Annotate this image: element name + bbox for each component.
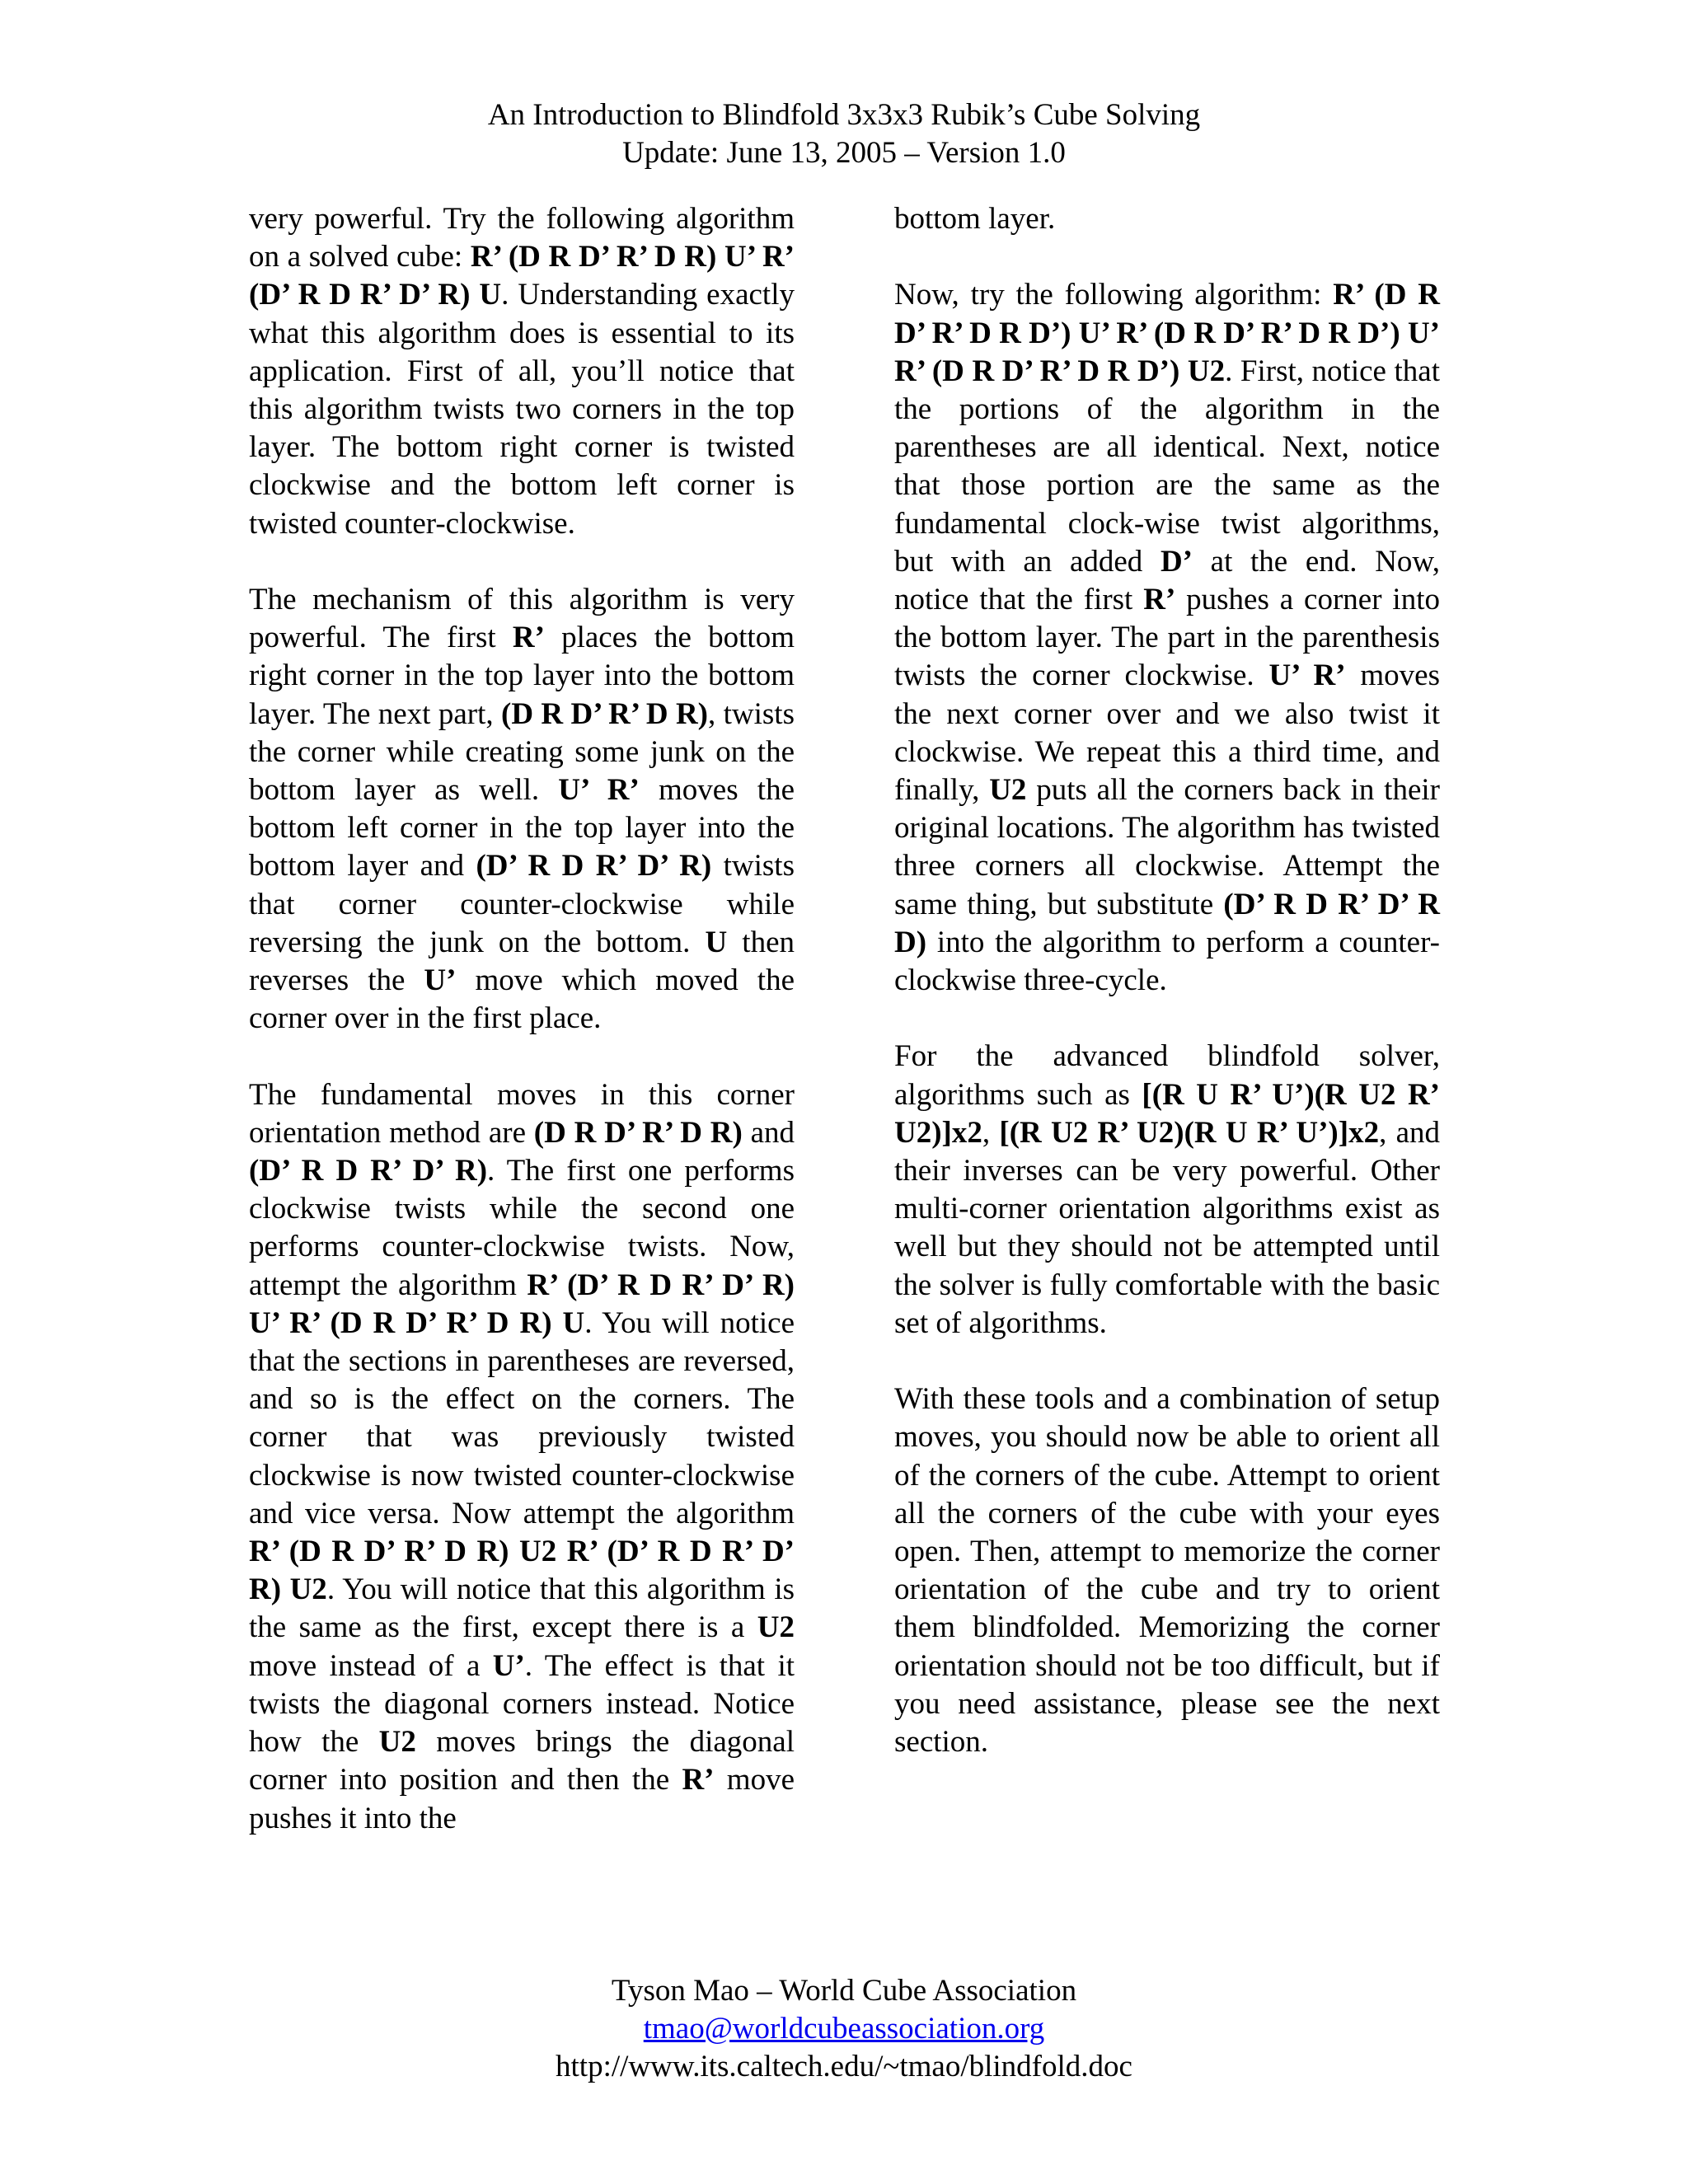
algorithm-notation: U2 bbox=[989, 773, 1027, 808]
algorithm-notation: U’ R’ bbox=[558, 773, 640, 808]
algorithm-notation: U2 bbox=[757, 1610, 795, 1645]
text-run: puts all the corners back in their original locations. The algorithm has twisted three corners all clockwise. Attempt the same thing, but substitute bbox=[894, 773, 1440, 921]
algorithm-notation: U’ bbox=[424, 963, 457, 998]
algorithm-notation: [(R U2 R’ U2)(R U R’ U’)]x2 bbox=[999, 1115, 1380, 1150]
algorithm-notation: D’ bbox=[1160, 544, 1193, 579]
body-paragraph bbox=[894, 1380, 1440, 1761]
text-run: very powerful. Try the following algorithm on a solved cube: bbox=[249, 202, 795, 274]
text-run: moves brings the diagonal corner into position and then the bbox=[249, 1725, 795, 1797]
text-run: then reverses the bbox=[249, 925, 795, 998]
left-column bbox=[249, 200, 795, 1838]
text-run: , and their inverses can be very powerful. Other multi-corner orientation algorithms exist as well but they should not be attempted until the solver is fully comfortable with the basic set of algorithms. bbox=[894, 1115, 1441, 1340]
body-paragraph bbox=[249, 1076, 795, 1838]
text-run: places the bottom right corner in the top layer into the bottom layer. The next part, bbox=[249, 621, 795, 731]
body-paragraph bbox=[249, 581, 795, 1038]
text-run: . You will notice that this algorithm is the same as the first, except there is a bbox=[249, 1572, 795, 1645]
footer-url: http://www.its.caltech.edu/~tmao/blindfold.doc bbox=[556, 2050, 1132, 2083]
algorithm-notation: R’ (D R D’ R’ D R D’) U’ R’ (D R D’ R’ D R D’) U’ R’ (D R D’ R’ D R D’) U2 bbox=[894, 278, 1440, 388]
algorithm-notation: (D’ R D R’ D’ R D) bbox=[894, 887, 1440, 959]
text-run: pushes a corner into the bottom layer. The part in the parenthesis twists the corner clockwise. bbox=[894, 583, 1440, 693]
body-paragraph bbox=[894, 276, 1440, 1000]
algorithm-notation: U2 bbox=[378, 1725, 416, 1760]
page-header bbox=[0, 96, 1688, 172]
algorithm-notation: R’ (D R D’ R’ D R) U’ R’ (D’ R D R’ D’ R) U bbox=[249, 240, 795, 312]
text-run: , twists the corner while creating some junk on the bottom layer as well. bbox=[249, 696, 795, 808]
algorithm-notation: [(R U R’ U’)(R U2 R’ U2)]x2 bbox=[894, 1077, 1440, 1150]
text-run: into the algorithm to perform a counter-clockwise three-cycle. bbox=[894, 925, 1440, 998]
text-run: and bbox=[742, 1115, 795, 1150]
text-run: bottom layer. bbox=[894, 202, 1056, 236]
document-version: Update: June 13, 2005 – Version 1.0 bbox=[622, 136, 1066, 170]
text-run: The fundamental moves in this corner orientation method are bbox=[249, 1077, 795, 1150]
text-run: The mechanism of this algorithm is very powerful. The first bbox=[249, 583, 795, 655]
algorithm-notation: (D R D’ R’ D R) bbox=[533, 1115, 743, 1150]
text-run: move which moved the corner over in the first place. bbox=[249, 963, 795, 1036]
body-paragraph bbox=[894, 1038, 1440, 1343]
right-column bbox=[894, 200, 1440, 1761]
footer-email-link[interactable]: tmao@worldcubeassociation.org bbox=[643, 2012, 1045, 2046]
text-run: For the advanced blindfold solver, algorithms such as bbox=[894, 1039, 1440, 1112]
text-run: . The first one performs clockwise twists while the second one performs counter-clockwise twists. Now, attempt the algorithm bbox=[249, 1154, 795, 1302]
text-run: at the end. Now, notice that the first bbox=[894, 544, 1440, 617]
algorithm-notation: U bbox=[705, 925, 728, 959]
body-paragraph bbox=[249, 200, 795, 543]
algorithm-notation: R’ bbox=[682, 1763, 715, 1797]
body-paragraph bbox=[894, 200, 1440, 238]
algorithm-notation: (D’ R D R’ D’ R) bbox=[249, 1154, 488, 1188]
text-run: . The effect is that it twists the diagonal corners instead. Notice how the bbox=[249, 1648, 795, 1760]
text-run: move instead of a bbox=[249, 1648, 493, 1683]
text-run: . Understanding exactly what this algorithm does is essential to its application. First of all, you’ll notice that this algorithm twists two corners in the top layer. The bottom right corner is twisted clockwise and the bottom left corner is twisted counter-clockwise. bbox=[249, 278, 795, 541]
footer-author: Tyson Mao – World Cube Association bbox=[611, 1974, 1077, 2008]
text-run: With these tools and a combination of setup moves, you should now be able to orient all of the corners of the cube. Attempt to orient all the corners of the cube with your eyes open. Then, attempt to memorize the corner orientation of the cube and try to orient them blindfolded. Memorizing the corner orientation should not be too difficult, but if you need assistance, please see the next section. bbox=[894, 1382, 1440, 1760]
document-title: An Introduction to Blindfold 3x3x3 Rubik’s Cube Solving bbox=[487, 98, 1201, 132]
text-run: moves the next corner over and we also twist it clockwise. We repeat this a third time, and finally, bbox=[894, 658, 1440, 808]
text-run: Now, try the following algorithm: bbox=[894, 278, 1334, 312]
text-run: . First, notice that the portions of the algorithm in the parentheses are all identical. Next, notice that those portion are the same as the fundamental clock-wise twist algorithms, but with an added bbox=[894, 354, 1440, 579]
algorithm-notation: R’ (D’ R D R’ D’ R) U’ R’ (D R D’ R’ D R) U bbox=[249, 1268, 795, 1340]
text-run: twists that corner counter-clockwise while reversing the junk on the bottom. bbox=[249, 849, 795, 959]
algorithm-notation: R’ bbox=[512, 621, 545, 655]
algorithm-notation: U’ bbox=[492, 1648, 525, 1683]
algorithm-notation: (D R D’ R’ D R) bbox=[501, 696, 708, 731]
text-run: . You will notice that the sections in parentheses are reversed, and so is the effect on the corners. The corner that was previously twisted clockwise is now twisted counter-clockwise and vice versa. Now attempt the algorithm bbox=[249, 1305, 795, 1530]
text-run: moves the bottom left corner in the top layer into the bottom layer and bbox=[249, 773, 795, 883]
algorithm-notation: R’ (D R D’ R’ D R) U2 R’ (D’ R D R’ D’ R) U2 bbox=[249, 1535, 795, 1607]
algorithm-notation: R’ bbox=[1143, 583, 1176, 617]
text-run: , bbox=[982, 1115, 1000, 1150]
algorithm-notation: U’ R’ bbox=[1268, 658, 1346, 693]
algorithm-notation: (D’ R D R’ D’ R) bbox=[476, 849, 712, 883]
page-footer bbox=[0, 1972, 1688, 2086]
text-run: move pushes it into the bbox=[249, 1763, 795, 1835]
